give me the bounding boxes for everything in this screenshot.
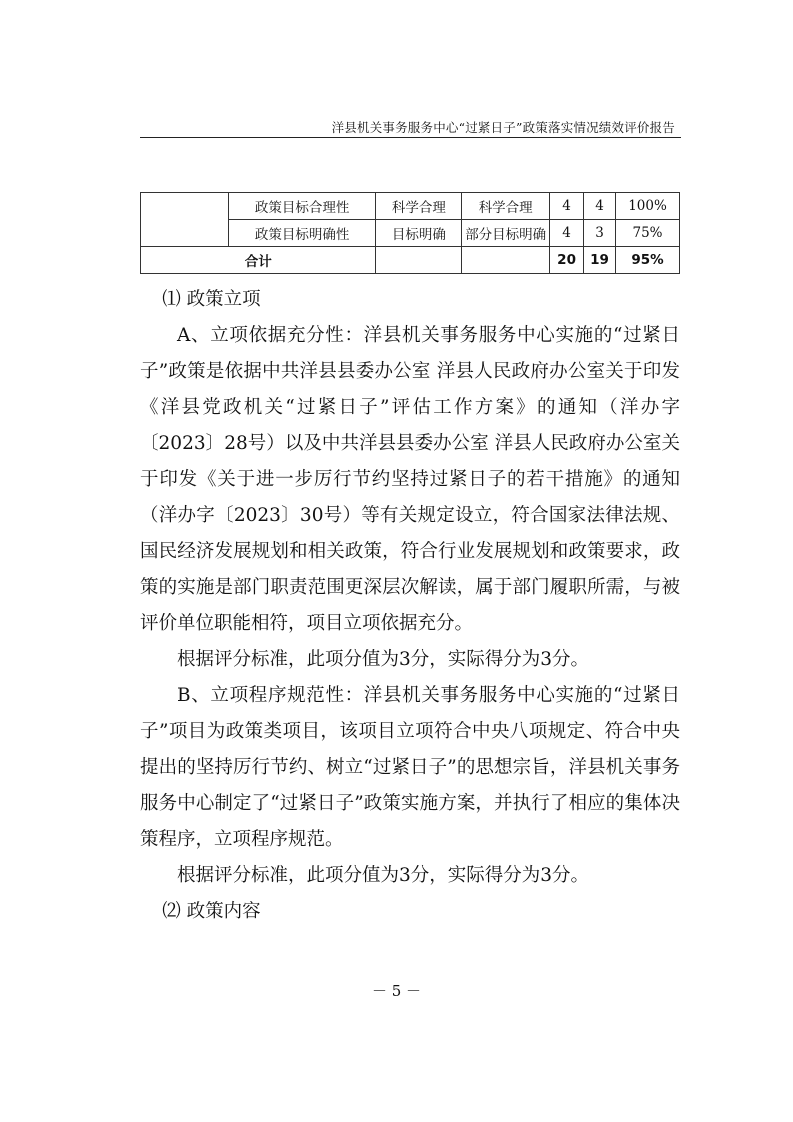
score-note-b: 根据评分标准，此项分值为3分，实际得分为3分。 xyxy=(177,865,590,886)
total-label-cell: 合计 xyxy=(141,247,376,274)
indicator-cell: 政策目标明确性 xyxy=(228,220,376,247)
weight-cell: 4 xyxy=(550,193,584,220)
header-rule xyxy=(140,137,681,138)
running-header: 洋县机关事务服务中心“过紧日子”政策落实情况绩效评价报告 xyxy=(331,120,675,135)
section-heading-2: ⑵ 政策内容 xyxy=(162,901,261,922)
total-score-cell: 19 xyxy=(584,247,616,274)
empty-cell xyxy=(462,247,550,274)
merged-category-cell xyxy=(141,193,229,247)
rate-cell: 100% xyxy=(616,193,680,220)
standard-cell: 目标明确 xyxy=(376,220,462,247)
paragraph-a: A、立项依据充分性：洋县机关事务服务中心实施的“过紧日子”政策是依据中共洋县县委办公室 洋县人民政府办公室关于印发《洋县党政机关“过紧日子”评估工作方案》的通知（洋办字〔2023〕28号）以及中共洋县县委办公室 洋县人民政府办公室关于印发《关于进一步厉行节约坚持过紧日子的若干措施》的通知（洋办字〔2023〕30号）等有关规定设立，符合国家法律法规、国民经济发展规划和相关政策，符合行业发展规划和政策要求，政策的实施是部门职责范围更深层次解读，属于部门履职所需，与被评价单位职能相符，项目立项依据充分。 xyxy=(140,325,680,634)
table-row xyxy=(141,193,680,220)
score-cell: 3 xyxy=(584,220,616,247)
indicator-cell: 政策目标合理性 xyxy=(228,193,376,220)
total-weight-cell: 20 xyxy=(550,247,584,274)
total-row xyxy=(141,247,680,274)
empty-cell xyxy=(376,247,462,274)
page-number: － 5 － xyxy=(371,982,422,1000)
score-cell: 4 xyxy=(584,193,616,220)
actual-cell: 科学合理 xyxy=(462,193,550,220)
score-note-a: 根据评分标准，此项分值为3分，实际得分为3分。 xyxy=(177,649,590,670)
rate-cell: 75% xyxy=(616,220,680,247)
paragraph-b: B、立项程序规范性：洋县机关事务服务中心实施的“过紧日子”项目为政策类项目，该项目立项符合中央八项规定、符合中央提出的坚持厉行节约、树立“过紧日子”的思想宗旨，洋县机关事务服务中心制定了“过紧日子”政策实施方案，并执行了相应的集体决策程序，立项程序规范。 xyxy=(140,685,680,850)
score-table xyxy=(140,192,680,274)
section-heading-1: ⑴ 政策立项 xyxy=(162,289,261,310)
actual-cell: 部分目标明确 xyxy=(462,220,550,247)
standard-cell: 科学合理 xyxy=(376,193,462,220)
weight-cell: 4 xyxy=(550,220,584,247)
total-rate-cell: 95% xyxy=(616,247,680,274)
body-text xyxy=(140,282,680,930)
